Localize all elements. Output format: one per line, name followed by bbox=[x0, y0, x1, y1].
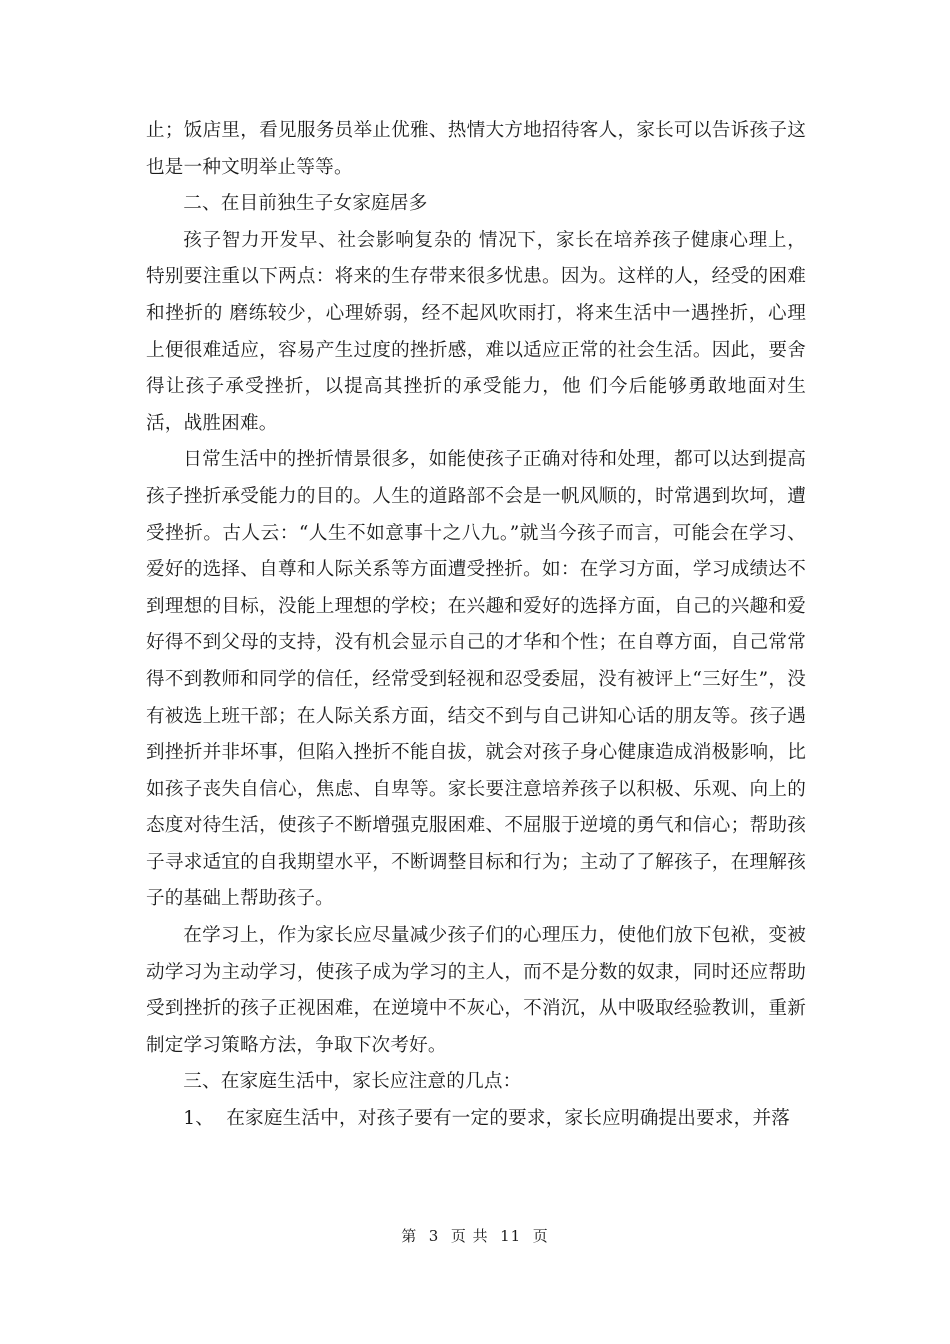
list-item-1: 1、 在家庭生活中，对孩子要有一定的要求，家长应明确提出要求，并落 bbox=[183, 1108, 791, 1130]
page-footer bbox=[0, 1225, 950, 1247]
paragraph-3: 孩子智力开发早、社会影响复杂的 情况下，家长在培养孩子健康心理上，特别要注重以下两点：将来的生存带来很多忧患。因为。这样的人，经受的困难和挫折的 磨练较少，心理娇弱，经不起风吹雨打，将来生活中一遇挫折，心理上便很难适应，容易产生过度的挫折感，难以适应正常的社会生活。因此，要舍得让孩子承受挫折，以提高其挫折的承受能力，他 们今后能够勇敢地面对生活，战胜困难。 bbox=[146, 229, 806, 434]
paragraph-5: 在学习上，作为家长应尽量减少孩子们的心理压力，使他们放下包袱，变被动学习为主动学习，使孩子成为学习的主人，而不是分数的奴隶，同时还应帮助受到挫折的孩子正视困难，在逆境中不灰心，不消沉，从中吸取经验教训，重新制定学习策略方法，争取下次考好。 bbox=[146, 925, 806, 1056]
paragraph-1: 止；饭店里，看见服务员举止优雅、热情大方地招待客人，家长可以告诉孩子这也是一种文明举止等等。 bbox=[146, 120, 806, 178]
paragraph-4: 日常生活中的挫折情景很多，如能使孩子正确对待和处理，都可以达到提高孩子挫折承受能力的目的。人生的道路部不会是一帆风顺的，时常遇到坎坷，遭受挫折。古人云：“人生不如意事十之八九。”就当今孩子而言，可能会在学习、爱好的选择、自尊和人际关系等方面遭受挫折。如：在学习方面，学习成绩达不到理想的目标，没能上理想的学校；在兴趣和爱好的选择方面，自己的兴趣和爱好得不到父母的支持，没有机会显示自己的才华和个性；在自尊方面，自己常常得不到教师和同学的信任，经常受到轻视和忍受委屈，没有被评上“三好生”，没有被选上班干部；在人际关系方面，结交不到与自己讲知心话的朋友等。孩子遇到挫折并非坏事，但陷入挫折不能自拔，就会对孩子身心健康造成消极影响，比如孩子丧失自信心，焦虑、自卑等。家长要注意培养孩子以积极、乐观、向上的态度对待生活，使孩子不断增强克服困难、不屈服于逆境的勇气和信心；帮助孩子寻求适宜的自我期望水平，不断调整目标和行为；主动了了解孩子，在理解孩子的基础上帮助孩子。 bbox=[146, 449, 806, 910]
page-number-label: 第 3 页 共 11 页 bbox=[401, 1227, 549, 1245]
section-heading-2: 二、在目前独生子女家庭居多 bbox=[183, 193, 428, 215]
section-heading-3: 三、在家庭生活中，家长应注意的几点： bbox=[183, 1071, 522, 1093]
document-body bbox=[146, 113, 806, 1138]
